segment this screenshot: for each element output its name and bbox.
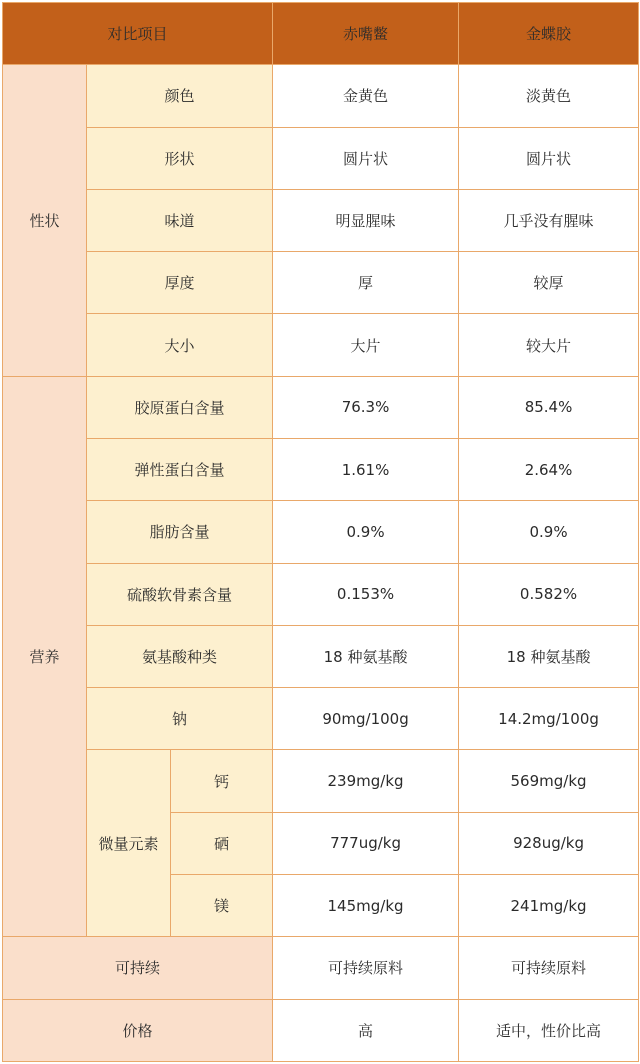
value-col2: 241mg/kg — [459, 874, 639, 936]
value-col1: 大片 — [273, 314, 459, 376]
value-col1: 高 — [273, 999, 459, 1062]
value-col1: 90mg/100g — [273, 688, 459, 750]
row-label: 形状 — [87, 127, 273, 189]
value-col1: 777ug/kg — [273, 812, 459, 874]
value-col2: 几乎没有腥味 — [459, 189, 639, 251]
category-sustain: 可持续 — [3, 937, 273, 999]
table-row — [3, 688, 639, 750]
row-label: 大小 — [87, 314, 273, 376]
table-row — [3, 438, 639, 500]
row-label: 弹性蛋白含量 — [87, 438, 273, 500]
header-item: 对比项目 — [3, 3, 273, 65]
value-col1: 0.9% — [273, 501, 459, 563]
value-col1: 145mg/kg — [273, 874, 459, 936]
value-col1: 金黄色 — [273, 65, 459, 127]
row-label: 硒 — [171, 812, 273, 874]
row-label: 氨基酸种类 — [87, 625, 273, 687]
value-col2: 较厚 — [459, 252, 639, 314]
value-col1: 圆片状 — [273, 127, 459, 189]
value-col1: 厚 — [273, 252, 459, 314]
table-row — [3, 189, 639, 251]
table-row — [3, 314, 639, 376]
comparison-table — [2, 2, 639, 1062]
row-label: 颜色 — [87, 65, 273, 127]
value-col1: 76.3% — [273, 376, 459, 438]
row-label: 脂肪含量 — [87, 501, 273, 563]
table-row — [3, 65, 639, 127]
table-row — [3, 376, 639, 438]
category-traits: 性状 — [3, 65, 87, 376]
table-row — [3, 252, 639, 314]
value-col1: 0.153% — [273, 563, 459, 625]
value-col2: 可持续原料 — [459, 937, 639, 999]
category-nutrition: 营养 — [3, 376, 87, 937]
table-row — [3, 563, 639, 625]
value-col2: 18 种氨基酸 — [459, 625, 639, 687]
value-col2: 较大片 — [459, 314, 639, 376]
row-label: 钠 — [87, 688, 273, 750]
table-row — [3, 750, 639, 812]
table-row — [3, 625, 639, 687]
value-col2: 0.582% — [459, 563, 639, 625]
value-col2: 0.9% — [459, 501, 639, 563]
row-label: 钙 — [171, 750, 273, 812]
category-price: 价格 — [3, 999, 273, 1062]
value-col2: 85.4% — [459, 376, 639, 438]
header-row — [3, 3, 639, 65]
value-col2: 569mg/kg — [459, 750, 639, 812]
header-col2: 金蝶胶 — [459, 3, 639, 65]
value-col2: 14.2mg/100g — [459, 688, 639, 750]
value-col1: 明显腥味 — [273, 189, 459, 251]
row-label: 味道 — [87, 189, 273, 251]
table-row — [3, 127, 639, 189]
value-col1: 1.61% — [273, 438, 459, 500]
value-col2: 淡黄色 — [459, 65, 639, 127]
header-col1: 赤嘴鳖 — [273, 3, 459, 65]
value-col2: 圆片状 — [459, 127, 639, 189]
trace-elements-label: 微量元素 — [87, 750, 171, 937]
table-row — [3, 999, 639, 1062]
value-col1: 239mg/kg — [273, 750, 459, 812]
value-col2: 适中，性价比高 — [459, 999, 639, 1062]
table-row — [3, 501, 639, 563]
table-row — [3, 937, 639, 999]
value-col1: 可持续原料 — [273, 937, 459, 999]
value-col2: 928ug/kg — [459, 812, 639, 874]
row-label: 镁 — [171, 874, 273, 936]
value-col1: 18 种氨基酸 — [273, 625, 459, 687]
value-col2: 2.64% — [459, 438, 639, 500]
row-label: 胶原蛋白含量 — [87, 376, 273, 438]
row-label: 硫酸软骨素含量 — [87, 563, 273, 625]
row-label: 厚度 — [87, 252, 273, 314]
